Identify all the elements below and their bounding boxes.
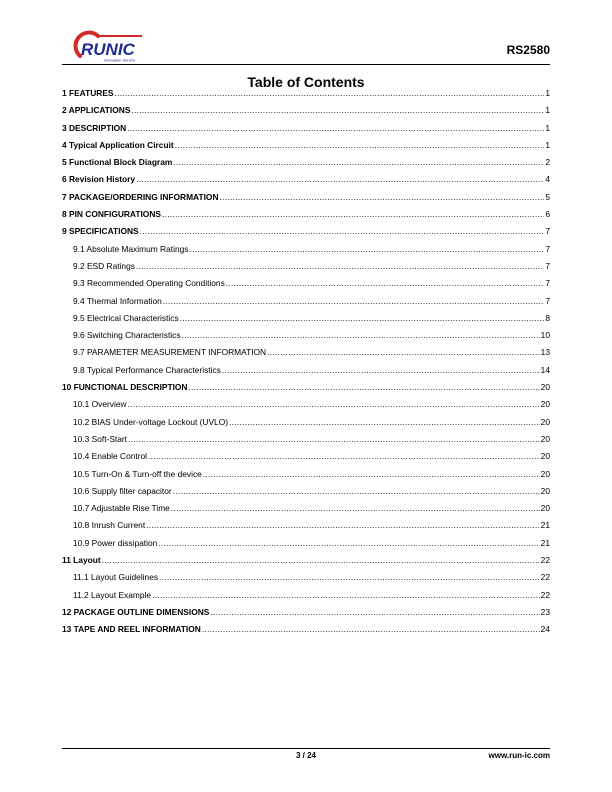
toc-dot-leader — [267, 347, 540, 357]
toc-entry-label: 10.8 Inrush Current — [73, 520, 146, 531]
toc-entry[interactable] — [62, 365, 550, 382]
toc-dot-leader — [202, 624, 540, 634]
toc-entry[interactable] — [62, 209, 550, 226]
toc-entry[interactable] — [62, 226, 550, 243]
toc-entry-label: 8 PIN CONFIGURATIONS — [62, 209, 161, 220]
toc-dot-leader — [102, 555, 540, 565]
toc-entry-label: 10.2 BIAS Under-voltage Lockout (UVLO) — [73, 416, 229, 427]
toc-entry-label: 10.5 Turn-On & Turn-off the device — [73, 468, 202, 479]
toc-entry[interactable] — [62, 244, 550, 261]
toc-entry-label: 7 PACKAGE/ORDERING INFORMATION — [62, 191, 219, 202]
runic-logo — [68, 30, 148, 64]
toc-entry-page: 1 — [545, 139, 550, 150]
toc-entry[interactable] — [62, 278, 550, 295]
toc-entry-label: 3 DESCRIPTION — [62, 122, 127, 133]
toc-dot-leader — [171, 503, 540, 513]
toc-entry-page: 24 — [540, 624, 550, 635]
toc-entry-label: 12 PACKAGE OUTLINE DIMENSIONS — [62, 606, 210, 617]
toc-entry-page: 1 — [545, 122, 550, 133]
toc-entry-page: 20 — [540, 503, 550, 514]
toc-dot-leader — [189, 244, 544, 254]
toc-dot-leader — [229, 417, 540, 427]
toc-entry-page: 22 — [540, 555, 550, 566]
logo-wordmark: RUNIC — [81, 40, 135, 59]
toc-entry[interactable] — [62, 140, 550, 157]
toc-dot-leader — [146, 520, 540, 530]
toc-entry[interactable] — [62, 313, 550, 330]
toc-entry[interactable] — [62, 399, 550, 416]
toc-dot-leader — [182, 330, 540, 340]
toc-entry-label: 11.1 Layout Guidelines — [73, 572, 159, 583]
toc-dot-leader — [210, 607, 539, 617]
toc-entry-label: 1 FEATURES — [62, 88, 114, 98]
toc-dot-leader — [163, 296, 545, 306]
toc-entry-page: 21 — [540, 520, 550, 531]
toc-entry[interactable] — [62, 261, 550, 278]
toc-dot-leader — [173, 157, 544, 167]
toc-entry-page: 7 — [545, 260, 550, 271]
toc-entry-label: 9.3 Recommended Operating Conditions — [73, 278, 225, 289]
toc-entry-page: 2 — [545, 157, 550, 168]
toc-entry-label: 10.6 Supply filter capacitor — [73, 485, 172, 496]
toc-entry-label: 9.8 Typical Performance Characteristics — [73, 364, 221, 375]
table-of-contents — [62, 88, 550, 642]
toc-dot-leader — [226, 278, 545, 288]
toc-entry-page: 20 — [540, 416, 550, 427]
page-header — [62, 30, 550, 64]
toc-entry[interactable] — [62, 192, 550, 209]
toc-entry[interactable] — [62, 486, 550, 503]
toc-dot-leader — [140, 226, 545, 236]
toc-entry-page: 7 — [545, 243, 550, 254]
toc-entry-page: 7 — [545, 295, 550, 306]
toc-entry-page: 8 — [545, 312, 550, 323]
toc-dot-leader — [180, 313, 545, 323]
toc-entry-label: 10 FUNCTIONAL DESCRIPTION — [62, 382, 188, 393]
document-id: RS2580 — [506, 43, 550, 57]
toc-dot-leader — [148, 451, 540, 461]
toc-entry[interactable] — [62, 330, 550, 347]
toc-dot-leader — [136, 174, 544, 184]
toc-entry-page: 10 — [540, 330, 550, 341]
toc-entry-label: 5 Functional Block Diagram — [62, 157, 173, 168]
toc-entry-label: 2 APPLICATIONS — [62, 105, 131, 116]
toc-entry[interactable] — [62, 382, 550, 399]
toc-entry-label: 10.9 Power dissipation — [73, 537, 158, 548]
toc-entry-label: 9.1 Absolute Maximum Ratings — [73, 243, 189, 254]
toc-entry-page: 22 — [540, 589, 550, 600]
toc-entry-label: 6 Revision History — [62, 174, 136, 185]
toc-dot-leader — [152, 590, 540, 600]
website-link[interactable]: www.run-ic.com — [488, 751, 550, 760]
toc-entry[interactable] — [62, 503, 550, 520]
toc-entry-label: 9.5 Electrical Characteristics — [73, 312, 179, 323]
toc-dot-leader — [203, 469, 540, 479]
toc-entry-page: 7 — [545, 226, 550, 237]
toc-dot-leader — [220, 192, 545, 202]
toc-entry[interactable] — [62, 572, 550, 589]
toc-dot-leader — [131, 105, 544, 115]
toc-entry[interactable] — [62, 538, 550, 555]
toc-entry[interactable] — [62, 105, 550, 122]
toc-entry-page: 20 — [540, 433, 550, 444]
page-number: 3 / 24 — [295, 751, 316, 760]
toc-entry[interactable] — [62, 417, 550, 434]
toc-entry-page: 23 — [540, 606, 550, 617]
toc-entry-page: 6 — [545, 209, 550, 220]
toc-dot-leader — [173, 486, 540, 496]
toc-entry[interactable] — [62, 469, 550, 486]
toc-entry-page: 13 — [540, 347, 550, 358]
toc-entry[interactable] — [62, 624, 550, 641]
toc-entry-page: 1 — [545, 88, 550, 98]
toc-dot-leader — [188, 382, 539, 392]
toc-entry-label: 10.1 Overview — [73, 399, 127, 410]
toc-entry-label: 10.4 Enable Control — [73, 451, 148, 462]
toc-dot-leader — [162, 209, 544, 219]
toc-dot-leader — [222, 365, 540, 375]
toc-entry[interactable] — [62, 451, 550, 468]
toc-entry-page: 20 — [540, 451, 550, 462]
toc-entry-page: 1 — [545, 105, 550, 116]
toc-entry-label: 11 Layout — [62, 555, 101, 566]
toc-entry[interactable] — [62, 555, 550, 572]
toc-entry-page: 20 — [540, 468, 550, 479]
toc-entry[interactable] — [62, 607, 550, 624]
runic-logo-graphic — [68, 30, 148, 64]
toc-entry-label: 10.3 Soft-Start — [73, 433, 127, 444]
toc-entry-page: 7 — [545, 278, 550, 289]
toc-entry-page: 5 — [545, 191, 550, 202]
toc-dot-leader — [128, 399, 540, 409]
toc-entry-label: 9 SPECIFICATIONS — [62, 226, 139, 237]
toc-entry[interactable] — [62, 157, 550, 174]
footer-divider — [62, 748, 550, 749]
toc-entry-page: 22 — [540, 572, 550, 583]
toc-entry-page: 14 — [540, 364, 550, 375]
toc-dot-leader — [158, 538, 539, 548]
header-divider — [62, 64, 550, 65]
toc-entry[interactable] — [62, 123, 550, 140]
toc-entry-page: 20 — [540, 485, 550, 496]
toc-entry-label: 9.4 Thermal Information — [73, 295, 162, 306]
toc-entry-page: 20 — [540, 382, 550, 393]
toc-entry-page: 20 — [540, 399, 550, 410]
logo-tagline: Innovation Service — [104, 58, 136, 63]
toc-entry-label: 9.7 PARAMETER MEASUREMENT INFORMATION — [73, 347, 267, 358]
toc-entry[interactable] — [62, 520, 550, 537]
toc-entry-label: 4 Typical Application Circuit — [62, 139, 174, 150]
toc-entry[interactable] — [62, 590, 550, 607]
toc-entry[interactable] — [62, 174, 550, 191]
toc-entry[interactable] — [62, 296, 550, 313]
toc-entry[interactable] — [62, 88, 550, 105]
toc-dot-leader — [115, 88, 545, 98]
toc-entry-label: 11.2 Layout Example — [73, 589, 152, 600]
toc-dot-leader — [127, 123, 544, 133]
toc-entry-label: 13 TAPE AND REEL INFORMATION — [62, 624, 201, 635]
toc-entry-page: 21 — [540, 537, 550, 548]
toc-dot-leader — [128, 434, 540, 444]
toc-entry-page: 4 — [545, 174, 550, 185]
toc-entry-label: 9.2 ESD Ratings — [73, 260, 135, 271]
toc-title: Table of Contents — [247, 74, 365, 90]
toc-entry-label: 9.6 Switching Characteristics — [73, 330, 181, 341]
toc-entry[interactable] — [62, 434, 550, 451]
toc-dot-leader — [175, 140, 545, 150]
toc-entry-label: 10.7 Adjustable Rise Time — [73, 503, 170, 514]
toc-dot-leader — [136, 261, 544, 271]
toc-entry[interactable] — [62, 347, 550, 364]
toc-dot-leader — [159, 572, 540, 582]
